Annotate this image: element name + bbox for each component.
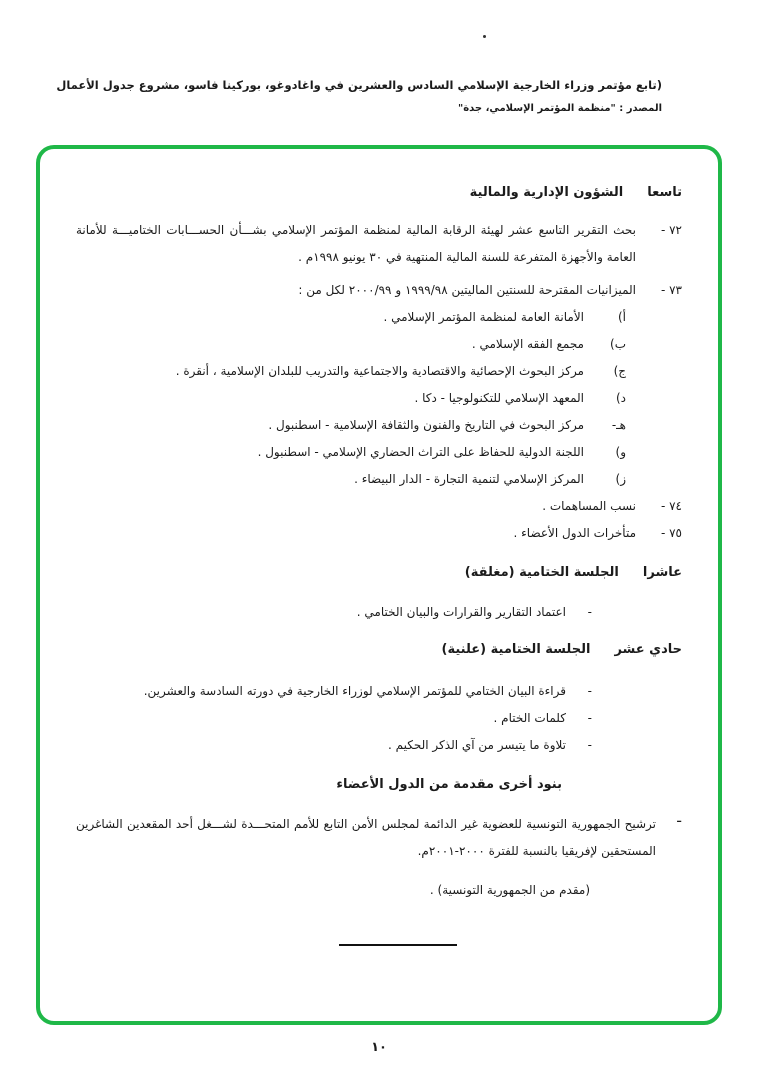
sub-item-b-text: مجمع الفقه الإسلامي . [471, 337, 584, 351]
sub-item-a-text: الأمانة العامة لمنظمة المؤتمر الإسلامي . [383, 310, 584, 324]
sub-item-b [76, 331, 626, 358]
agenda-item-75 [76, 520, 682, 547]
document-header [56, 76, 662, 114]
other-items-heading: بنود أخرى مقدمة من الدول الأعضاء [336, 777, 562, 792]
closing-words-item [76, 705, 592, 732]
sub-item-a-letter: أ) [617, 310, 626, 324]
quran-recitation-item-text: تلاوة ما يتيسر من آي الذكر الحكيم . [388, 738, 566, 752]
section-ten-label: عاشرا [642, 565, 682, 580]
sub-item-c [76, 358, 626, 385]
closing-words-item-text: كلمات الختام . [493, 711, 566, 725]
sub-item-w-letter: و) [615, 445, 626, 459]
sub-item-z-letter: ز) [615, 472, 626, 486]
sub-item-h-text: مركز البحوث في التاريخ والفنون والثقافة الإسلامية - اسطنبول . [268, 418, 584, 432]
ink-dot [483, 35, 486, 38]
tunisia-nomination-item [76, 811, 682, 865]
sub-item-w-text: اللجنة الدولية للحفاظ على التراث الحضاري الإسلامي - اسطنبول . [257, 445, 584, 459]
item-74-number: ٧٤ - [660, 499, 682, 513]
separator-line [339, 944, 457, 946]
item-74-text: نسب المساهمات . [542, 499, 636, 513]
sub-item-d-text: المعهد الإسلامي للتكنولوجيا - دكا . [414, 391, 584, 405]
section-eleven-title: الجلسة الختامية (علنية) [441, 642, 591, 657]
quran-recitation-item [76, 732, 592, 759]
sub-item-h [76, 412, 626, 439]
sub-item-c-letter: ج) [613, 364, 626, 378]
item-75-text: متأخرات الدول الأعضاء . [513, 526, 636, 540]
dash-bullet: - [587, 605, 592, 619]
section-nine-label: تاسعا [647, 185, 682, 200]
section-eleven-label: حادي عشر [614, 642, 682, 657]
final-statement-item-text: قراءة البيان الختامي للمؤتمر الإسلامي لوزراء الخارجية في دورته السادسة والعشرين. [143, 684, 566, 698]
sub-item-w [76, 439, 626, 466]
item-73-number: ٧٣ - [660, 283, 682, 297]
section-ten-items [76, 599, 682, 626]
sub-item-b-letter: ب) [610, 337, 626, 351]
dash-bullet: - [587, 684, 592, 698]
header-title: (تابع مؤتمر وزراء الخارجية الإسلامي السادس والعشرين في واغادوغو، بوركينا فاسو، مشروع جدول الأعمال [56, 78, 662, 92]
agenda-item-74 [76, 493, 682, 520]
section-eleven-heading [76, 640, 682, 660]
dash-bullet: - [676, 811, 682, 830]
content-frame [36, 145, 722, 1025]
agenda-item-73 [76, 277, 682, 304]
section-ten-title: الجلسة الختامية (مغلقة) [464, 565, 619, 580]
section-nine-heading [76, 183, 682, 203]
item-73-text: الميزانيات المقترحة للسنتين الماليتين ١٩٩٩/٩٨ و ٢٠٠٠/٩٩ لكل من : [298, 283, 636, 297]
section-eleven-items [76, 678, 682, 759]
submitted-by-note: (مقدم من الجمهورية التونسية) . [429, 883, 590, 897]
item-73-sublist [76, 304, 682, 493]
section-nine-title: الشؤون الإدارية والمالية [469, 185, 624, 200]
sub-item-c-text: مركز البحوث الإحصائية والاقتصادية والاجتماعية والتدريب للبلدان الإسلامية ، أنقرة . [175, 364, 584, 378]
dash-bullet: - [587, 738, 592, 752]
page-number: ١٠ [371, 1040, 387, 1055]
closing-session-item [76, 599, 592, 626]
sub-item-z [76, 466, 626, 493]
sub-item-a [76, 304, 626, 331]
final-statement-item [76, 678, 592, 705]
sub-item-h-letter: هـ- [611, 418, 626, 432]
item-72-text: بحث التقرير التاسع عشر لهيئة الرقابة المالية لمنظمة المؤتمر الإسلامي بشـــأن الحســـابات الختاميـــة للأمانة العامة والأجهزة المتفرعة للسنة المالية المنتهية في ٣٠ يونيو ١٩٩٨م . [76, 223, 636, 264]
sub-item-d [76, 385, 626, 412]
dash-bullet: - [587, 711, 592, 725]
item-72-number: ٧٢ - [660, 223, 682, 237]
tunisia-nomination-text: ترشيح الجمهورية التونسية للعضوية غير الدائمة لمجلس الأمن التابع للأمم المتحـــدة لشـــغل أحد المقعدين الشاغرين المستحقين لإفريقيا بالنسبة للفترة ٢٠٠٠-٢٠٠١م. [76, 817, 656, 858]
sub-item-d-letter: د) [615, 391, 626, 405]
closing-session-item-text: اعتماد التقارير والقرارات والبيان الختامي . [356, 605, 566, 619]
agenda-item-72 [76, 217, 682, 271]
sub-item-z-text: المركز الإسلامي لتنمية التجارة - الدار البيضاء . [354, 472, 584, 486]
section-ten-heading [76, 563, 682, 583]
header-source-line: المصدر : "منظمة المؤتمر الإسلامي، جدة" [457, 103, 662, 114]
item-75-number: ٧٥ - [660, 526, 682, 540]
